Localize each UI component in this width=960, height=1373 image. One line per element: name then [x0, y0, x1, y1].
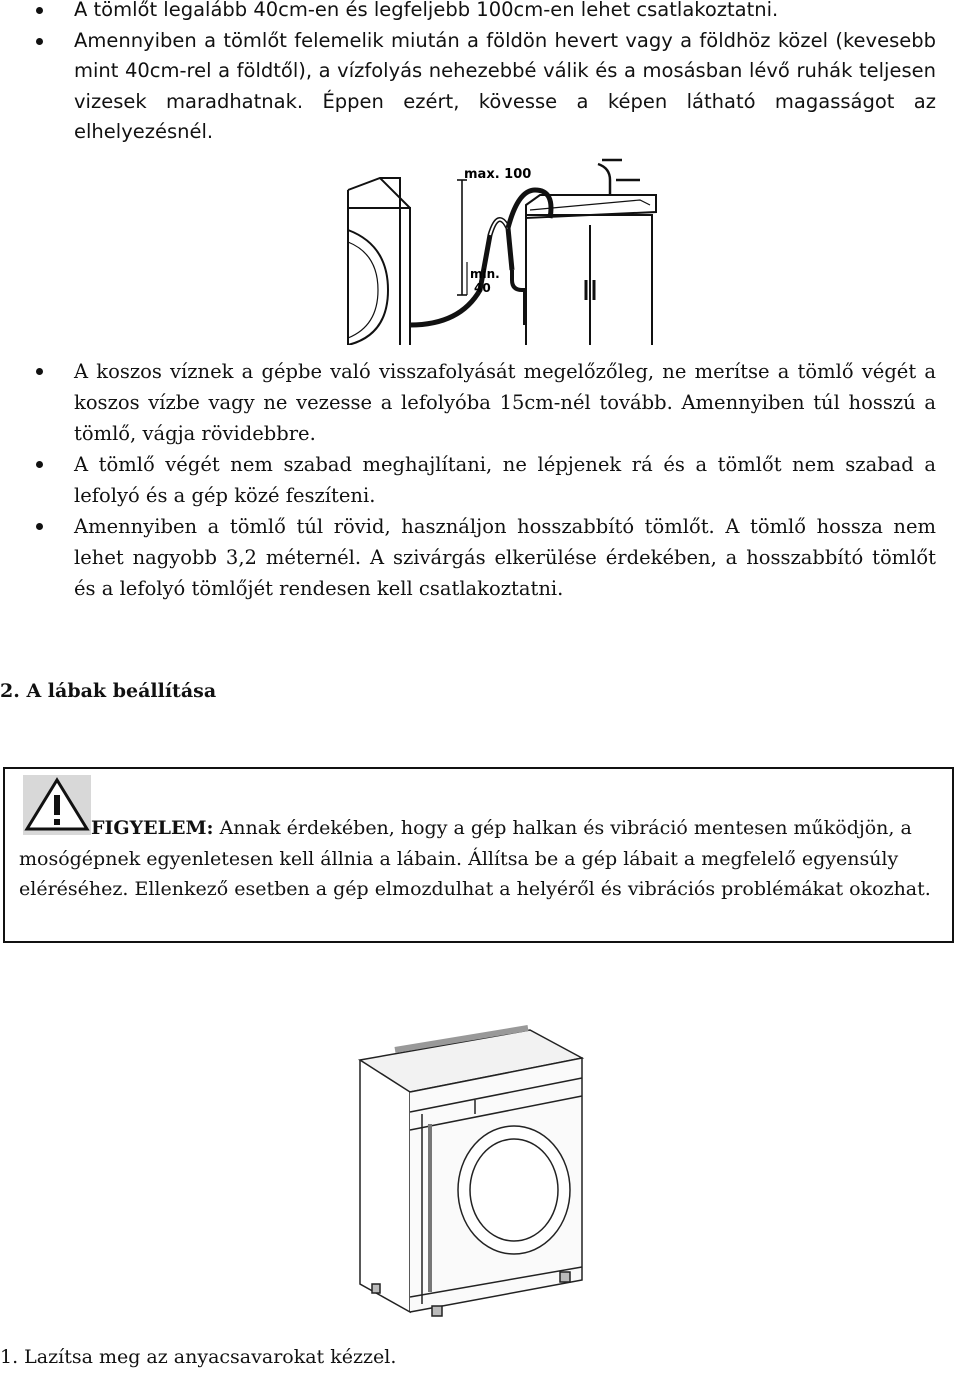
- list-item: A tömlőt legalább 40cm-en és legfeljebb 100cm-en lehet csatlakoztatni.: [74, 0, 936, 26]
- hose-height-list: [74, 0, 936, 148]
- sink-trap: [512, 270, 525, 325]
- min-value-label: 40: [474, 281, 491, 295]
- machine-door: [348, 230, 388, 345]
- max-label: max. 100: [464, 167, 532, 182]
- section-heading: 2. A lábak beállítása: [0, 680, 217, 702]
- warning-text: [19, 813, 944, 905]
- machine-porthole: [458, 1126, 570, 1254]
- hose-usage-list: [74, 356, 936, 604]
- hose-height-diagram: [340, 150, 660, 345]
- warning-box: [3, 767, 954, 943]
- list-item: A koszos víznek a gépbe való visszafolyását megelőzőleg, ne merítse a tömlő végét a koszos vízbe vagy ne vezesse a lefolyóba 15cm-nél tovább. Amennyiben túl hosszú a tömlő, vágja rövidebbre.: [74, 356, 936, 449]
- step-1-text: 1. Lazítsa meg az anyacsavarokat kézzel.: [0, 1346, 397, 1368]
- warning-label: FIGYELEM:: [91, 817, 214, 839]
- list-item: A tömlő végét nem szabad meghajlítani, ne lépjenek rá és a tömlőt nem szabad a lefolyó és a gép közé feszíteni.: [74, 449, 936, 511]
- faucet: [598, 160, 640, 195]
- washing-machine-outline: [348, 178, 410, 345]
- list-item: Amennyiben a tömlő túl rövid, használjon hosszabbító tömlőt. A tömlő hossza nem lehet nagyobb 3,2 méternél. A szivárgás elkerülése érdekében, a hosszabbító tömlőt és a lefolyó tömlőjét rendesen kell csatlakoztatni.: [74, 511, 936, 604]
- warning-body: Annak érdekében, hogy a gép halkan és vibráció mentesen működjön, a mosógépnek egyenletesen kell állnia a lábain. Állítsa be a gép lábait a megfelelő egyensúly eléréséhez. Ellenkező esetben a gép elmozdulhat a helyéről és vibrációs problémákat okozhat.: [19, 817, 931, 900]
- sink-cabinet: [526, 215, 652, 345]
- list-item: Amennyiben a tömlőt felemelik miután a földön hevert vagy a földhöz közel (kevesebb mint 40cm-rel a földtől), a vízfolyás nehezebbé válik és a mosásban lévő ruhák teljesen vizesek maradhatnak. Éppen ezért, kövesse a képen látható magasságot az elhelyezésnél.: [74, 26, 936, 148]
- min-label: min.: [470, 267, 500, 281]
- washing-machine-illustration: [350, 1022, 600, 1322]
